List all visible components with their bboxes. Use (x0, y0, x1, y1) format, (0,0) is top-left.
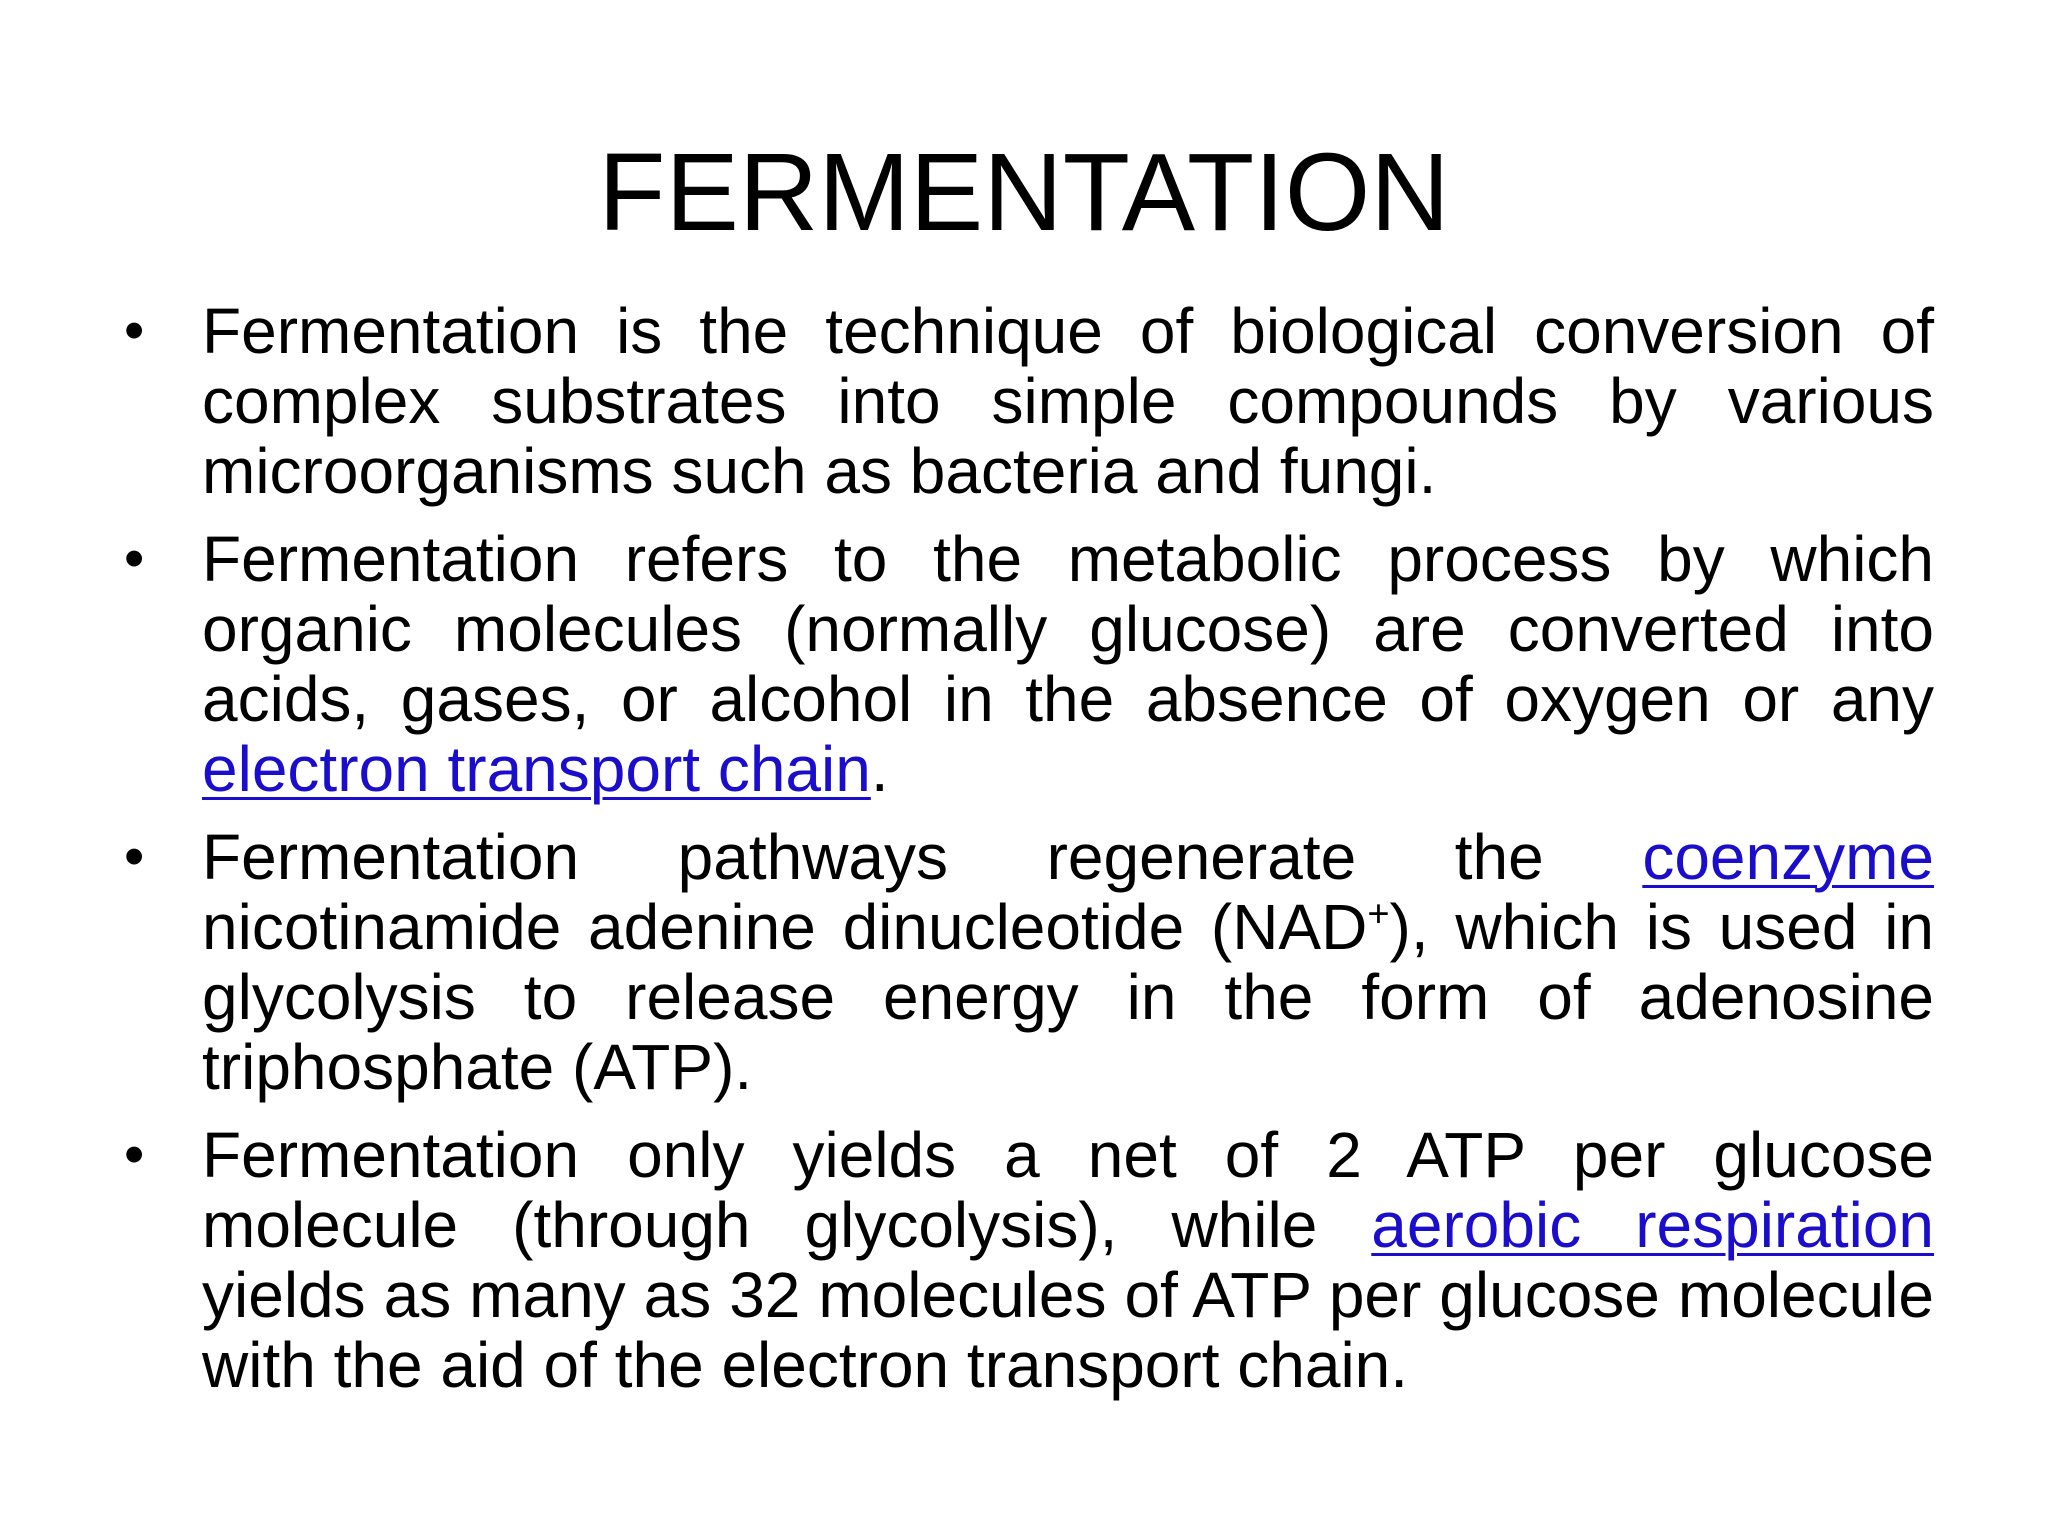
coenzyme-link[interactable]: coenzyme (1642, 821, 1934, 893)
bullet-item-metabolic-process (120, 524, 1934, 804)
slide-title: FERMENTATION (598, 131, 1450, 254)
bullet-text-end: ), which is used in glycolysis to release energy in the form of adenosine triphosphate (ATP). (202, 891, 1934, 1103)
bullet-text: Fermentation is the technique of biological conversion of complex substrates into simple compounds by various microorganisms such as bacteria and fungi. (202, 295, 1934, 507)
electron-transport-chain-link[interactable]: electron transport chain (202, 733, 871, 805)
bullet-item-definition (120, 296, 1934, 506)
aerobic-respiration-link[interactable]: aerobic respiration (1371, 1189, 1934, 1261)
bullet-marker: • (124, 824, 145, 889)
bullet-text: Fermentation pathways regenerate the (202, 821, 1643, 893)
bullet-list (120, 296, 1934, 1418)
bullet-text-end: . (870, 733, 889, 805)
bullet-text-middle: nicotinamide adenine dinucleotide (NAD (202, 891, 1368, 963)
nad-superscript: + (1367, 893, 1390, 936)
bullet-marker: • (124, 526, 145, 591)
bullet-text: Fermentation refers to the metabolic process by which organic molecules (normally glucose) are converted into acids, gases, or alcohol in the absence of oxygen or any (202, 523, 1934, 735)
bullet-marker: • (124, 298, 145, 363)
bullet-item-nad-regeneration (120, 822, 1934, 1102)
bullet-marker: • (124, 1122, 145, 1187)
bullet-item-atp-yield (120, 1120, 1934, 1400)
bullet-text: Fermentation only yields a net of 2 ATP per glucose molecule (through glycolysis), while (202, 1119, 1934, 1261)
bullet-text-end: yields as many as 32 molecules of ATP per glucose molecule with the aid of the electron transport chain. (202, 1259, 1934, 1401)
